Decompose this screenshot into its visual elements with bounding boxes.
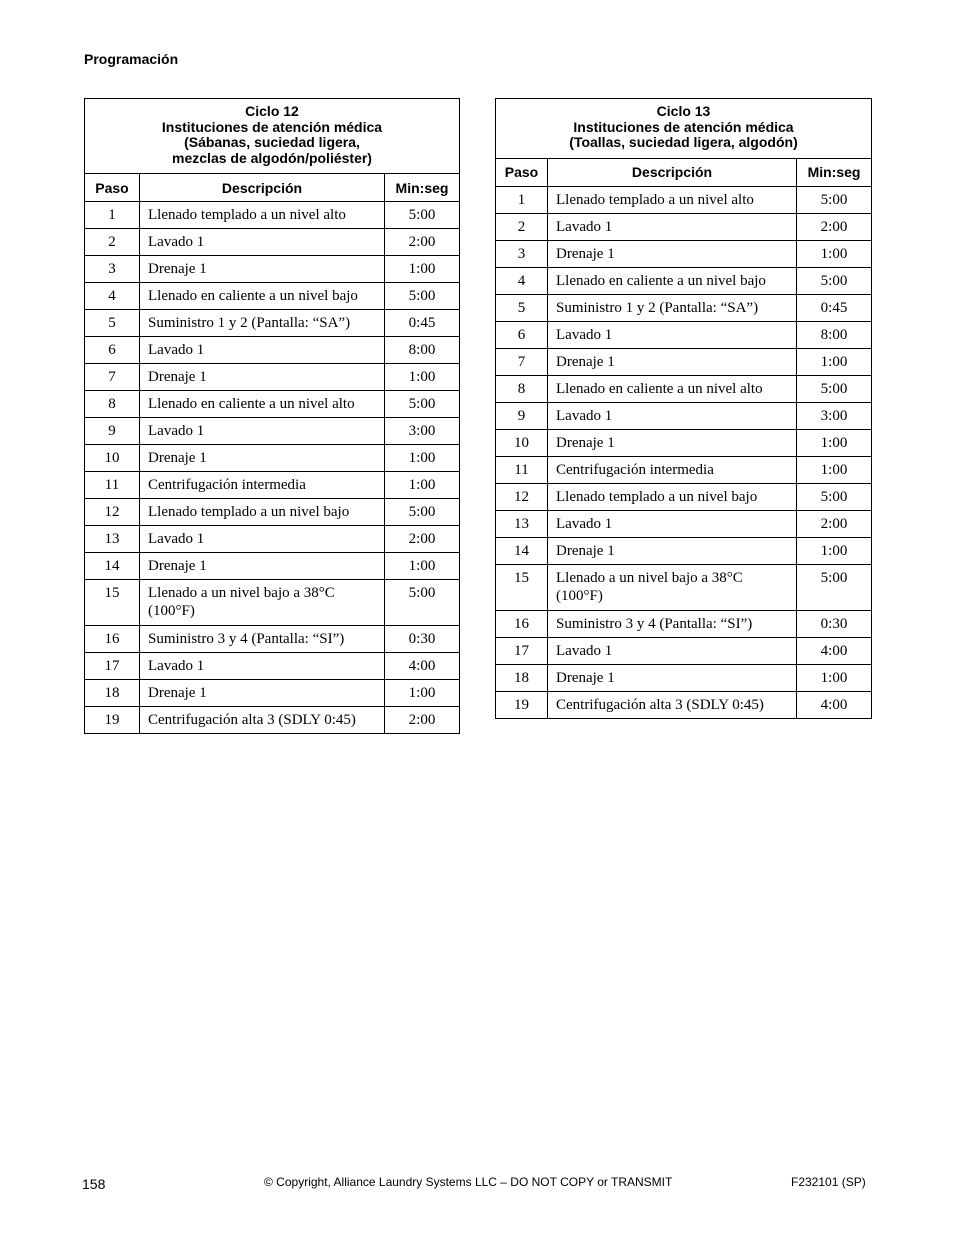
time-cell: 1:00 [385,256,460,283]
time-cell: 1:00 [797,664,872,691]
table-row [85,499,460,526]
time-cell: 0:30 [385,626,460,653]
description-cell: Llenado templado a un nivel bajo [140,499,385,526]
step-cell: 8 [85,391,140,418]
column-header-time: Min:seg [385,174,460,202]
time-cell: 4:00 [797,637,872,664]
step-cell: 5 [496,294,548,321]
description-cell: Drenaje 1 [548,348,797,375]
table-row [85,337,460,364]
time-cell: 4:00 [797,691,872,718]
description-cell: Suministro 3 y 4 (Pantalla: “SI”) [140,626,385,653]
time-cell: 2:00 [385,526,460,553]
time-cell: 3:00 [797,402,872,429]
description-cell: Suministro 1 y 2 (Pantalla: “SA”) [140,310,385,337]
step-cell: 10 [496,429,548,456]
time-cell: 2:00 [797,510,872,537]
step-cell: 14 [496,537,548,564]
description-cell: Llenado templado a un nivel alto [140,202,385,229]
description-cell: Llenado templado a un nivel bajo [548,483,797,510]
time-cell: 4:00 [385,653,460,680]
description-cell: Lavado 1 [140,337,385,364]
table-row [496,456,872,483]
table-row [85,445,460,472]
table-row [496,637,872,664]
step-cell: 3 [85,256,140,283]
table-row [496,375,872,402]
step-cell: 19 [85,707,140,734]
time-cell: 1:00 [385,364,460,391]
step-cell: 18 [496,664,548,691]
description-cell: Llenado a un nivel bajo a 38°C (100°F) [140,580,385,626]
time-cell: 0:30 [797,610,872,637]
table-row [496,564,872,610]
description-cell: Centrifugación intermedia [140,472,385,499]
time-cell: 5:00 [797,564,872,610]
step-cell: 4 [85,283,140,310]
description-cell: Drenaje 1 [140,256,385,283]
step-cell: 8 [496,375,548,402]
table-row [85,418,460,445]
cycle-13-table [495,98,872,719]
table-row [85,626,460,653]
step-cell: 2 [85,229,140,256]
table-row [496,321,872,348]
description-cell: Drenaje 1 [548,664,797,691]
column-header-step: Paso [496,158,548,186]
time-cell: 0:45 [797,294,872,321]
description-cell: Lavado 1 [140,418,385,445]
description-cell: Centrifugación alta 3 (SDLY 0:45) [548,691,797,718]
time-cell: 1:00 [385,553,460,580]
table-row [496,294,872,321]
time-cell: 1:00 [797,348,872,375]
time-cell: 1:00 [385,472,460,499]
description-cell: Llenado templado a un nivel alto [548,186,797,213]
description-cell: Llenado a un nivel bajo a 38°C (100°F) [548,564,797,610]
table-row [85,229,460,256]
time-cell: 5:00 [797,375,872,402]
description-cell: Suministro 3 y 4 (Pantalla: “SI”) [548,610,797,637]
section-title: Programación [84,51,179,67]
table-row [85,310,460,337]
caption-line: (Sábanas, suciedad ligera, [184,134,360,150]
table-row [85,553,460,580]
time-cell: 8:00 [385,337,460,364]
table-row [496,610,872,637]
step-cell: 9 [85,418,140,445]
time-cell: 5:00 [385,499,460,526]
description-cell: Drenaje 1 [140,445,385,472]
column-header-time: Min:seg [797,158,872,186]
caption-line: mezclas de algodón/poliéster) [172,149,372,166]
time-cell: 1:00 [797,240,872,267]
cycle-13-caption [496,99,872,159]
table-row [496,537,872,564]
step-cell: 19 [496,691,548,718]
time-cell: 2:00 [797,213,872,240]
time-cell: 5:00 [385,580,460,626]
caption-line: Instituciones de atención médica [573,118,794,135]
step-cell: 2 [496,213,548,240]
table-row [85,707,460,734]
description-cell: Lavado 1 [140,526,385,553]
table-row [496,483,872,510]
time-cell: 5:00 [797,186,872,213]
time-cell: 1:00 [385,680,460,707]
time-cell: 5:00 [385,391,460,418]
column-header-description: Descripción [548,158,797,186]
time-cell: 1:00 [797,429,872,456]
table-row [496,664,872,691]
table-row [85,653,460,680]
step-cell: 17 [496,637,548,664]
document-id: F232101 (SP) [791,1175,866,1189]
step-cell: 14 [85,553,140,580]
description-cell: Lavado 1 [548,402,797,429]
step-cell: 5 [85,310,140,337]
step-cell: 6 [496,321,548,348]
caption-line: Ciclo 12 [245,103,299,119]
step-cell: 16 [85,626,140,653]
table-row [496,267,872,294]
table-row [496,402,872,429]
table-row [496,691,872,718]
description-cell: Lavado 1 [548,510,797,537]
caption-line: (Toallas, suciedad ligera, algodón) [569,134,798,150]
step-cell: 13 [85,526,140,553]
table-row [85,680,460,707]
description-cell: Lavado 1 [140,653,385,680]
table-row [85,580,460,626]
table-row [85,283,460,310]
step-cell: 12 [85,499,140,526]
step-cell: 1 [85,202,140,229]
description-cell: Drenaje 1 [548,240,797,267]
table-row [85,391,460,418]
description-cell: Drenaje 1 [140,364,385,391]
cycle-12-caption [85,99,460,174]
time-cell: 1:00 [385,445,460,472]
description-cell: Centrifugación intermedia [548,456,797,483]
table-row [496,240,872,267]
description-cell: Lavado 1 [140,229,385,256]
step-cell: 7 [85,364,140,391]
page-number: 158 [82,1176,106,1192]
step-cell: 7 [496,348,548,375]
step-cell: 12 [496,483,548,510]
column-header-step: Paso [85,174,140,202]
step-cell: 11 [85,472,140,499]
caption-line: Ciclo 13 [656,103,711,119]
description-cell: Lavado 1 [548,321,797,348]
time-cell: 0:45 [385,310,460,337]
step-cell: 18 [85,680,140,707]
step-cell: 9 [496,402,548,429]
cycle-12-rows [85,202,460,734]
description-cell: Llenado en caliente a un nivel alto [548,375,797,402]
time-cell: 5:00 [385,283,460,310]
table-row [496,429,872,456]
description-cell: Suministro 1 y 2 (Pantalla: “SA”) [548,294,797,321]
column-header-description: Descripción [140,174,385,202]
time-cell: 2:00 [385,707,460,734]
cycle-12-table [84,98,460,734]
table-row [85,364,460,391]
description-cell: Llenado en caliente a un nivel bajo [140,283,385,310]
step-cell: 15 [85,580,140,626]
description-cell: Drenaje 1 [140,680,385,707]
step-cell: 10 [85,445,140,472]
table-row [496,348,872,375]
step-cell: 6 [85,337,140,364]
copyright-notice: © Copyright, Alliance Laundry Systems LLC – DO NOT COPY or TRANSMIT [264,1175,673,1189]
step-cell: 1 [496,186,548,213]
cycle-13-rows [496,186,872,718]
step-cell: 13 [496,510,548,537]
description-cell: Drenaje 1 [548,537,797,564]
description-cell: Lavado 1 [548,213,797,240]
step-cell: 3 [496,240,548,267]
time-cell: 3:00 [385,418,460,445]
table-row [496,213,872,240]
time-cell: 5:00 [797,483,872,510]
caption-line: Instituciones de atención médica [161,118,383,135]
description-cell: Drenaje 1 [140,553,385,580]
step-cell: 17 [85,653,140,680]
time-cell: 5:00 [385,202,460,229]
table-row [85,202,460,229]
step-cell: 4 [496,267,548,294]
description-cell: Llenado en caliente a un nivel bajo [548,267,797,294]
step-cell: 15 [496,564,548,610]
description-cell: Drenaje 1 [548,429,797,456]
time-cell: 1:00 [797,456,872,483]
time-cell: 5:00 [797,267,872,294]
table-row [85,526,460,553]
description-cell: Llenado en caliente a un nivel alto [140,391,385,418]
description-cell: Lavado 1 [548,637,797,664]
table-row [496,186,872,213]
table-row [85,472,460,499]
time-cell: 2:00 [385,229,460,256]
table-row [85,256,460,283]
table-row [496,510,872,537]
step-cell: 11 [496,456,548,483]
description-cell: Centrifugación alta 3 (SDLY 0:45) [140,707,385,734]
step-cell: 16 [496,610,548,637]
time-cell: 1:00 [797,537,872,564]
time-cell: 8:00 [797,321,872,348]
